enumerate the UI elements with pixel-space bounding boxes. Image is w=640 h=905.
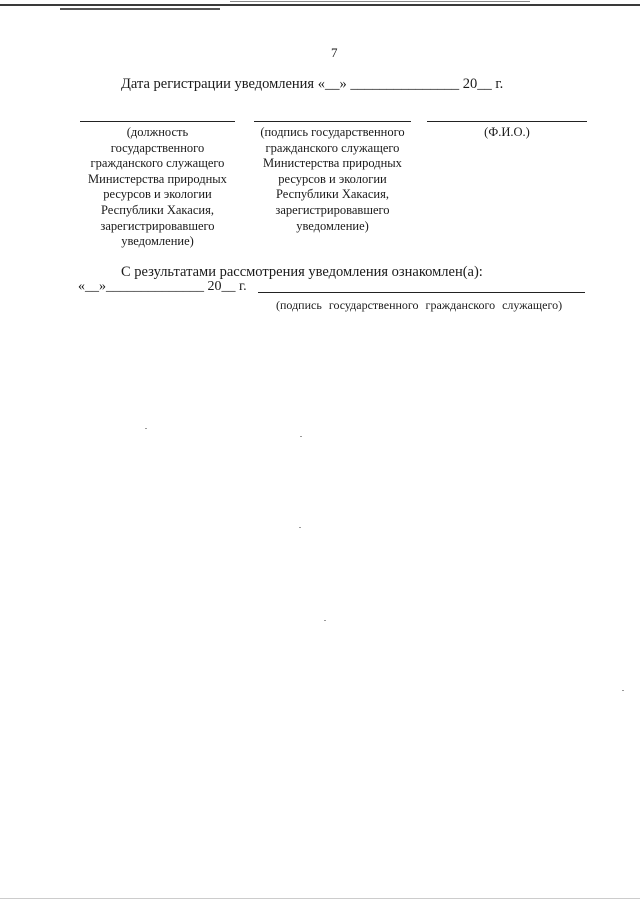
acknowledgement-signature-caption: (подпись государственного гражданского служащего)	[276, 298, 563, 312]
page-number: 7	[331, 45, 338, 60]
name-caption: (Ф.И.О.)	[484, 125, 530, 139]
name-rule	[427, 121, 587, 122]
position-caption: (должность государственного гражданского служащего Министерства природных ресурсов и экологии Республики Хакасия, зарегистрировавшего уведомление)	[88, 125, 227, 249]
acknowledgement-date: «__»______________ 20__ г.	[78, 279, 247, 294]
signature-caption: (подпись государственного гражданского служащего Министерства природных ресурсов и экологии Республики Хакасия, зарегистрировавшего уведомление)	[260, 125, 405, 233]
position-rule	[80, 121, 235, 122]
scan-speck	[145, 428, 147, 429]
scan-speck	[622, 690, 624, 691]
signature-rule	[254, 121, 411, 122]
scan-speck	[300, 436, 302, 437]
scan-speck	[324, 620, 326, 621]
acknowledgement-signature-rule	[258, 292, 585, 293]
scan-edge-top	[0, 0, 640, 12]
scan-edge-bottom	[0, 898, 640, 899]
registration-date-line: Дата регистрации уведомления «__» _______________ 20__ г.	[121, 76, 504, 92]
acknowledgement-line: С результатами рассмотрения уведомления ознакомлен(а):	[121, 264, 483, 280]
scan-speck	[299, 527, 301, 528]
